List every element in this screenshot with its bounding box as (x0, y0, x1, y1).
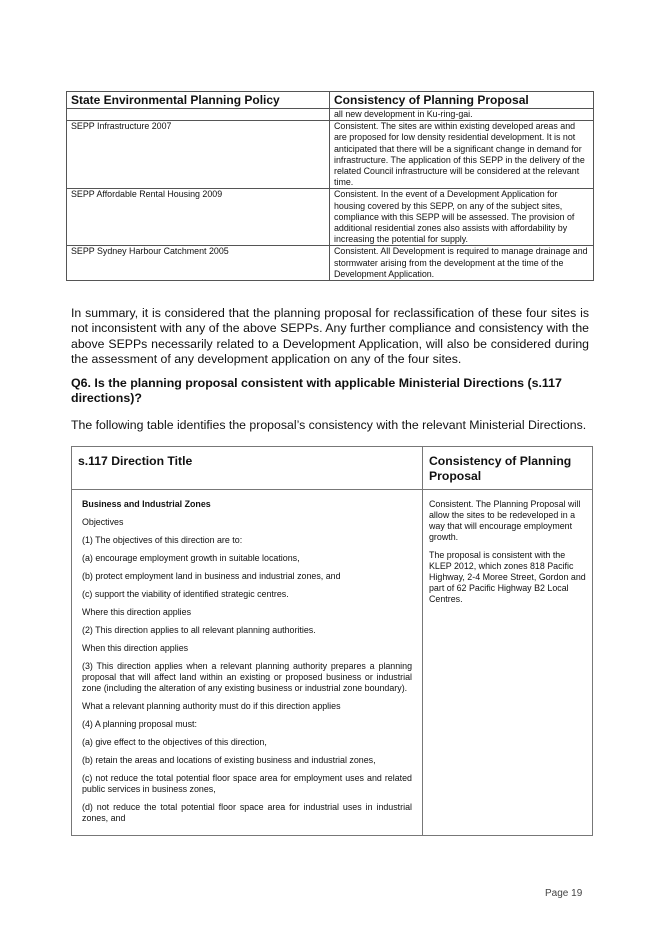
direction-paragraph: (c) not reduce the total potential floor space area for employment uses and related public services in business zones, (82, 773, 412, 794)
column-header-consistency: Consistency of Planning Proposal (330, 92, 594, 109)
direction-paragraph: (c) support the viability of identified strategic centres. (82, 589, 289, 599)
direction-paragraph: Where this direction applies (82, 607, 192, 617)
consistency-cell: Consistent. All Development is required to manage drainage and stormwater arising from the development at the time of the Development Application. (330, 246, 594, 281)
direction-paragraph: Objectives (82, 517, 124, 527)
summary-paragraph: In summary, it is considered that the planning proposal for reclassification of these four sites is not inconsistent with any of the above SEPPs. Any further compliance and consistency with the above SEPPs necessarily related to a Development Application, will also be considered during the assessment of any development application on any of the four sites. (71, 306, 589, 367)
consistency-paragraph: Consistent. The Planning Proposal will allow the sites to be redeveloped in a way that will encourage employment growth. (429, 499, 581, 542)
consistency-cell: all new development in Ku-ring-gai. (330, 109, 594, 121)
policy-cell (67, 109, 330, 121)
direction-paragraph: (4) A planning proposal must: (82, 719, 197, 729)
direction-paragraph: When this direction applies (82, 643, 189, 653)
table-row (67, 121, 594, 189)
column-header-direction-title: s.117 Direction Title (72, 447, 423, 490)
table-row (67, 109, 594, 121)
direction-cell (72, 490, 423, 836)
direction-title: Business and Industrial Zones (82, 499, 211, 509)
q6-heading: Q6. Is the planning proposal consistent with applicable Ministerial Directions (s.117 directions)? (71, 376, 562, 406)
column-header-policy: State Environmental Planning Policy (67, 92, 330, 109)
q6-intro-paragraph: The following table identifies the proposal’s consistency with the relevant Ministerial Directions. (71, 418, 587, 432)
table-row (67, 246, 594, 281)
direction-paragraph: (3) This direction applies when a relevant planning authority prepares a planning proposal that will affect land within an existing or proposed business or industrial zone (including the alteration of any existing business or industrial zone boundary). (82, 661, 412, 693)
column-header-consistency: Consistency of Planning Proposal (423, 447, 593, 490)
direction-paragraph: (1) The objectives of this direction are to: (82, 535, 243, 545)
direction-paragraph: (a) encourage employment growth in suitable locations, (82, 553, 300, 563)
policy-cell: SEPP Sydney Harbour Catchment 2005 (67, 246, 330, 281)
table-header-row (72, 447, 593, 490)
direction-paragraph: (a) give effect to the objectives of this direction, (82, 737, 267, 747)
consistency-cell: Consistent. In the event of a Development Application for housing covered by this SEPP, on any of the subject sites, compliance with this SEPP will be assessed. The provision of additional residential zones also assists with affordability by increasing the potential for supply. (330, 189, 594, 246)
consistency-cell (423, 490, 593, 836)
direction-paragraph: (2) This direction applies to all relevant planning authorities. (82, 625, 316, 635)
policy-cell: SEPP Infrastructure 2007 (67, 121, 330, 189)
direction-table (71, 446, 593, 836)
direction-paragraph: (b) protect employment land in business and industrial zones, and (82, 571, 341, 581)
table-row (72, 490, 593, 836)
consistency-paragraph: The proposal is consistent with the KLEP 2012, which zones 818 Pacific Highway, 2-4 Moree Street, Gordon and part of 62 Pacific Highway B2 Local Centres. (429, 550, 586, 604)
direction-paragraph: (d) not reduce the total potential floor space area for industrial uses in industrial zones, and (82, 802, 412, 823)
table-header-row (67, 92, 594, 109)
sepp-table (66, 91, 594, 281)
policy-cell: SEPP Affordable Rental Housing 2009 (67, 189, 330, 246)
direction-paragraph: (b) retain the areas and locations of existing business and industrial zones, (82, 755, 376, 765)
direction-paragraph: What a relevant planning authority must do if this direction applies (82, 701, 341, 711)
table-row (67, 189, 594, 246)
page-number: Page 19 (545, 888, 583, 899)
consistency-cell: Consistent. The sites are within existing developed areas and are proposed for low density residential development. It is not anticipated that there will be a significant change in demand for infrastructure. The application of this SEPP in the delivery of the related Council infrastructure will be considered at the relevant time. (330, 121, 594, 189)
